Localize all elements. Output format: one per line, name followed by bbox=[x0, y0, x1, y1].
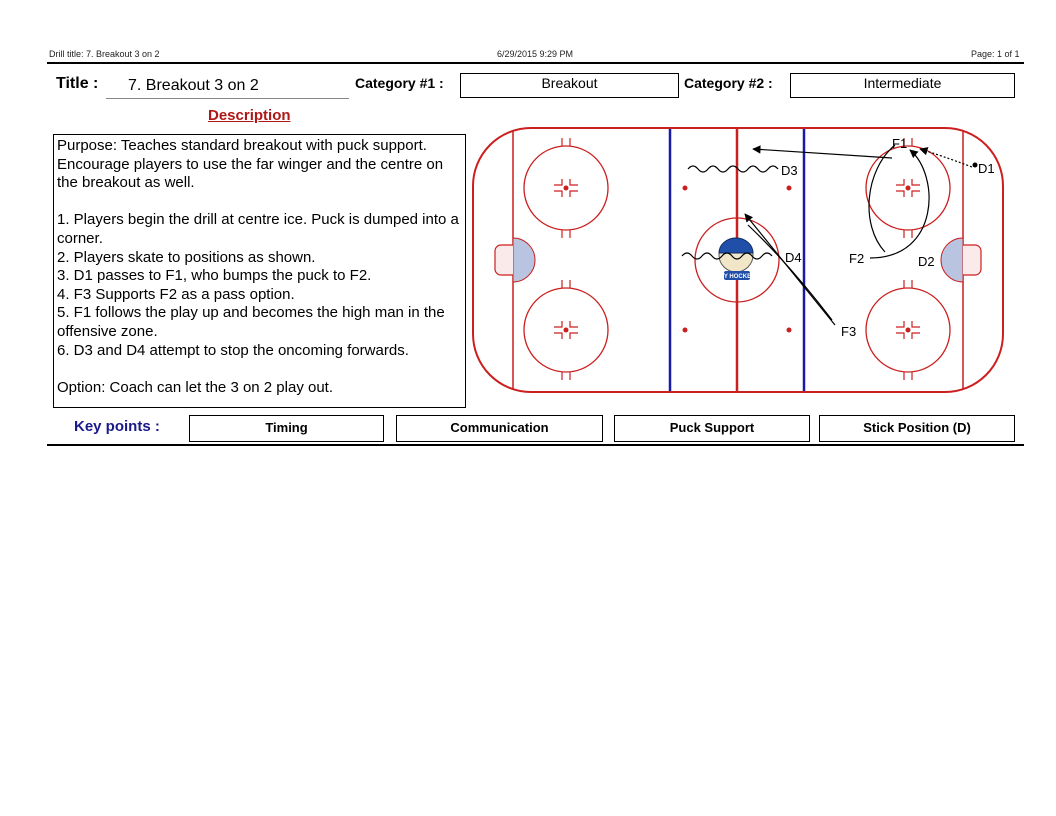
description-line: 3. D1 passes to F1, who bumps the puck to F2. bbox=[57, 267, 372, 285]
key-point-puck-support: Puck Support bbox=[614, 415, 810, 442]
d1-puck-dot bbox=[973, 163, 978, 168]
drill-title-header: Drill title: 7. Breakout 3 on 2 bbox=[49, 49, 160, 59]
key-point-timing: Timing bbox=[189, 415, 384, 442]
label-d1: D1 bbox=[978, 161, 995, 176]
rink-diagram bbox=[470, 125, 1006, 395]
category1-label: Category #1 : bbox=[355, 75, 444, 91]
description-line: 4. F3 Supports F2 as a pass option. bbox=[57, 285, 295, 303]
header-rule bbox=[47, 62, 1024, 64]
description-line: Purpose: Teaches standard breakout with puck support. Encourage players to use the far winger and the centre on the breakout as well. bbox=[57, 137, 444, 192]
description-line bbox=[57, 193, 462, 212]
key-points-label: Key points : bbox=[74, 418, 160, 435]
description-line: 5. F1 follows the play up and becomes the high man in the offensive zone. bbox=[57, 304, 445, 340]
category2-label: Category #2 : bbox=[684, 75, 773, 91]
label-d2: D2 bbox=[918, 254, 935, 269]
label-d3: D3 bbox=[781, 163, 798, 178]
description-line: Option: Coach can let the 3 on 2 play out. bbox=[57, 378, 334, 396]
net-left bbox=[495, 245, 513, 275]
label-d4: D4 bbox=[785, 250, 802, 265]
key-point-communication: Communication bbox=[396, 415, 603, 442]
category1-value: Breakout bbox=[460, 73, 679, 98]
label-f3: F3 bbox=[841, 324, 857, 339]
description-line: 1. Players begin the drill at centre ice. Puck is dumped into a corner. bbox=[57, 211, 459, 247]
description-box bbox=[53, 134, 466, 408]
label-f2: F2 bbox=[849, 251, 865, 266]
description-line: 2. Players skate to positions as shown. bbox=[57, 248, 316, 266]
net-right bbox=[963, 245, 981, 275]
key-point-stick-position: Stick Position (D) bbox=[819, 415, 1015, 442]
title-label: Title : bbox=[56, 75, 99, 92]
datetime-header: 6/29/2015 9:29 PM bbox=[497, 49, 574, 59]
title-value: 7. Breakout 3 on 2 bbox=[106, 75, 349, 99]
description-line bbox=[57, 360, 462, 379]
footer-rule bbox=[47, 444, 1024, 446]
logo-text: MY HOCKEY bbox=[718, 274, 756, 280]
label-f1: F1 bbox=[892, 136, 908, 151]
description-line: 6. D3 and D4 attempt to stop the oncoming forwards. bbox=[57, 341, 409, 359]
category2-value: Intermediate bbox=[790, 73, 1015, 98]
page-number-header: Page: 1 of 1 bbox=[971, 49, 1020, 59]
description-heading: Description bbox=[208, 107, 291, 124]
